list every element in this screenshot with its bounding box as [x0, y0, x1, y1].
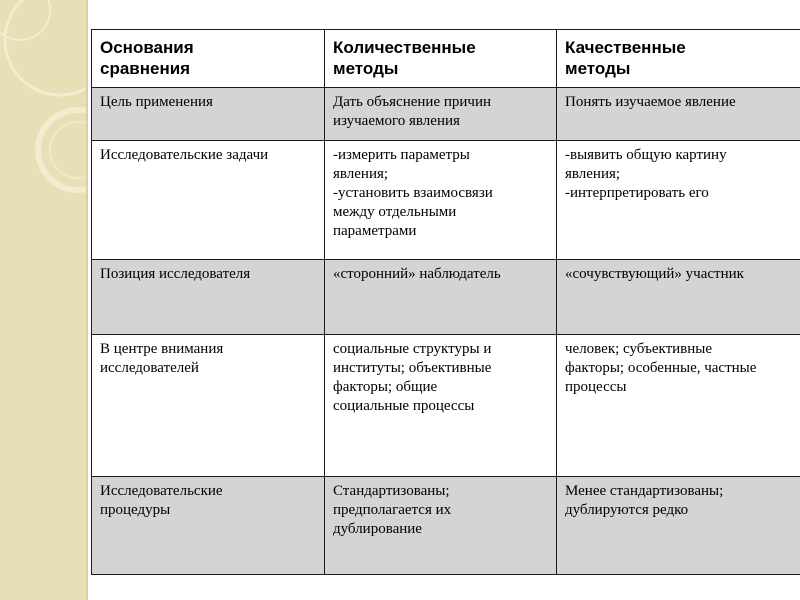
- row-qualitative: Менее стандартизованы; дублируются редко: [557, 477, 800, 575]
- row-criterion: Позиция исследователя: [92, 260, 325, 335]
- header-quantitative: Количественные методы: [325, 30, 557, 88]
- header-criterion: Основания сравнения: [92, 30, 325, 88]
- decorative-side-strip: [0, 0, 86, 600]
- table-row: [92, 141, 800, 260]
- header-row: [92, 30, 800, 88]
- row-criterion: В центре внимания исследователей: [92, 335, 325, 477]
- row-qualitative: Понять изучаемое явление: [557, 88, 800, 141]
- row-quantitative: -измерить параметры явления; -установить взаимосвязи между отдельными параметрами: [325, 141, 557, 260]
- decorative-circles: [0, 0, 86, 600]
- table-row: [92, 88, 800, 141]
- row-criterion: Цель применения: [92, 88, 325, 141]
- row-quantitative: Дать объяснение причин изучаемого явления: [325, 88, 557, 141]
- row-qualitative: -выявить общую картину явления; -интерпретировать его: [557, 141, 800, 260]
- row-criterion: Исследовательские процедуры: [92, 477, 325, 575]
- row-qualitative: человек; субъективные факторы; особенные, частные процессы: [557, 335, 800, 477]
- row-quantitative: «сторонний» наблюдатель: [325, 260, 557, 335]
- row-criterion: Исследовательские задачи: [92, 141, 325, 260]
- header-qualitative: Качественные методы: [557, 30, 800, 88]
- table-row: [92, 260, 800, 335]
- row-quantitative: Стандартизованы; предполагается их дублирование: [325, 477, 557, 575]
- row-qualitative: «сочувствующий» участник: [557, 260, 800, 335]
- side-divider: [86, 0, 88, 600]
- table-row: [92, 477, 800, 575]
- comparison-table: [91, 29, 800, 575]
- table-row: [92, 335, 800, 477]
- row-quantitative: социальные структуры и институты; объективные факторы; общие социальные процессы: [325, 335, 557, 477]
